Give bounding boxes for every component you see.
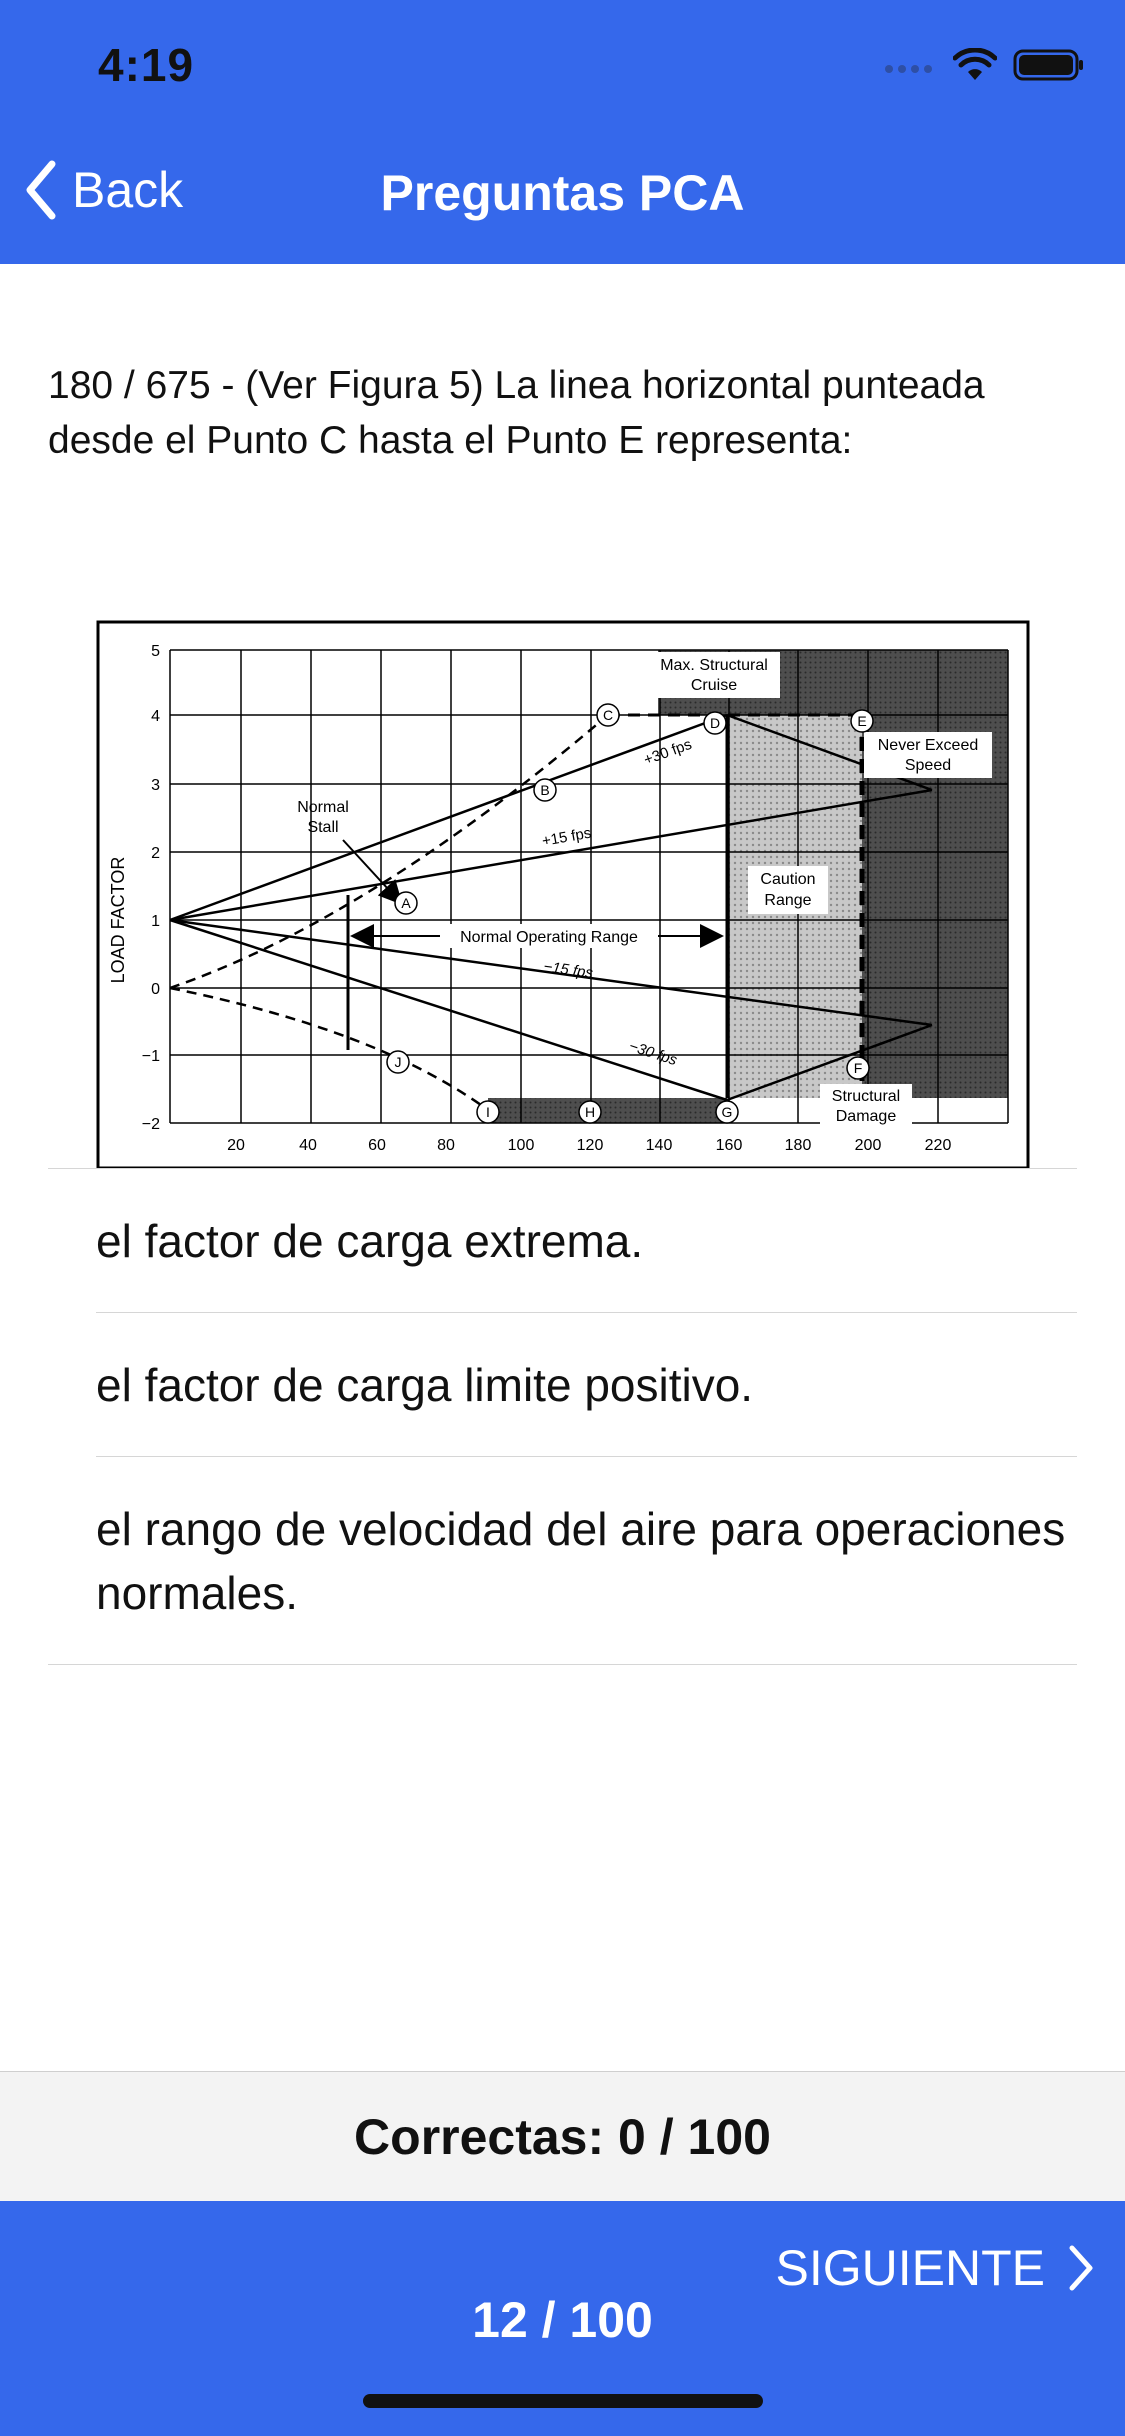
y-tick: 2	[151, 845, 160, 862]
answer-option-2[interactable]: el factor de carga limite positivo.	[48, 1313, 1077, 1457]
structural-damage-label: Structural	[831, 1088, 901, 1105]
app-header	[0, 0, 1125, 264]
cellular-signal-icon	[883, 55, 937, 75]
y-tick: 4	[151, 708, 160, 725]
gust-label-minus30: −30 fps	[626, 1037, 680, 1070]
x-tick: 20	[227, 1137, 245, 1154]
page-indicator: 12 / 100	[472, 2292, 653, 2348]
caution-range-label-2: Range	[764, 892, 812, 909]
y-tick: −1	[141, 1048, 160, 1065]
normal-operating-label: Normal Operating Range	[460, 929, 638, 946]
gust-label-plus30: +30 fps	[641, 735, 695, 769]
x-tick: 100	[507, 1137, 535, 1154]
normal-stall-label: Normal	[297, 799, 349, 816]
never-exceed-label: Never Exceed	[877, 737, 979, 754]
point-f: F	[853, 1060, 863, 1076]
x-tick: 40	[299, 1137, 317, 1154]
wifi-icon	[953, 48, 997, 82]
point-c: C	[602, 707, 614, 723]
gust-label-minus15: −15 fps	[542, 958, 594, 982]
home-indicator	[363, 2394, 763, 2408]
x-tick: 180	[784, 1137, 812, 1154]
y-axis-label: LOAD FACTOR	[108, 856, 128, 984]
vg-diagram-figure	[48, 590, 1078, 1168]
chevron-right-icon	[1067, 2244, 1095, 2292]
y-tick: 0	[151, 981, 160, 998]
status-time: 4:19	[98, 39, 195, 91]
y-tick: 3	[151, 777, 160, 794]
next-label: SIGUIENTE	[775, 2240, 1045, 2296]
point-j: J	[394, 1054, 402, 1070]
point-g: G	[721, 1104, 733, 1120]
battery-icon	[1013, 48, 1085, 82]
x-tick: 200	[854, 1137, 882, 1154]
x-tick: 160	[715, 1137, 743, 1154]
score-bar	[0, 2071, 1125, 2202]
never-exceed-label-2: Speed	[904, 757, 952, 774]
answer-option-1[interactable]: el factor de carga extrema.	[48, 1169, 1077, 1313]
question-text: 180 / 675 - (Ver Figura 5) La linea horizontal punteada desde el Punto C hasta el Punto E representa:	[48, 364, 985, 462]
point-b: B	[540, 782, 550, 798]
x-tick: 140	[645, 1137, 673, 1154]
y-tick: 1	[151, 913, 160, 930]
status-icons	[883, 48, 1085, 82]
lower-damage-region	[488, 1098, 727, 1123]
x-tick: 60	[368, 1137, 386, 1154]
x-tick: 120	[576, 1137, 604, 1154]
point-a: A	[401, 895, 411, 911]
navigation-bar	[0, 150, 1125, 240]
back-label: Back	[72, 162, 184, 218]
y-tick: 5	[151, 643, 160, 660]
point-h: H	[584, 1104, 596, 1120]
normal-stall-label-2: Stall	[307, 819, 339, 836]
max-structural-label-2: Cruise	[690, 677, 738, 694]
next-button[interactable]	[776, 2239, 1095, 2297]
x-tick: 220	[924, 1137, 952, 1154]
point-i: I	[486, 1104, 490, 1120]
score-text: Correctas: 0 / 100	[354, 2109, 771, 2165]
answer-list	[48, 1168, 1077, 1665]
point-d: D	[709, 715, 721, 731]
max-structural-label: Max. Structural	[660, 657, 768, 674]
structural-damage-label-2: Damage	[835, 1108, 897, 1125]
caution-range-label: Caution	[760, 871, 816, 888]
y-tick: −2	[141, 1116, 160, 1133]
answer-option-3[interactable]: el rango de velocidad del aire para operaciones normales.	[48, 1457, 1077, 1665]
gust-label-plus15: +15 fps	[540, 824, 593, 850]
x-tick: 80	[437, 1137, 455, 1154]
page-title: Preguntas PCA	[380, 165, 745, 221]
point-e: E	[857, 713, 867, 729]
